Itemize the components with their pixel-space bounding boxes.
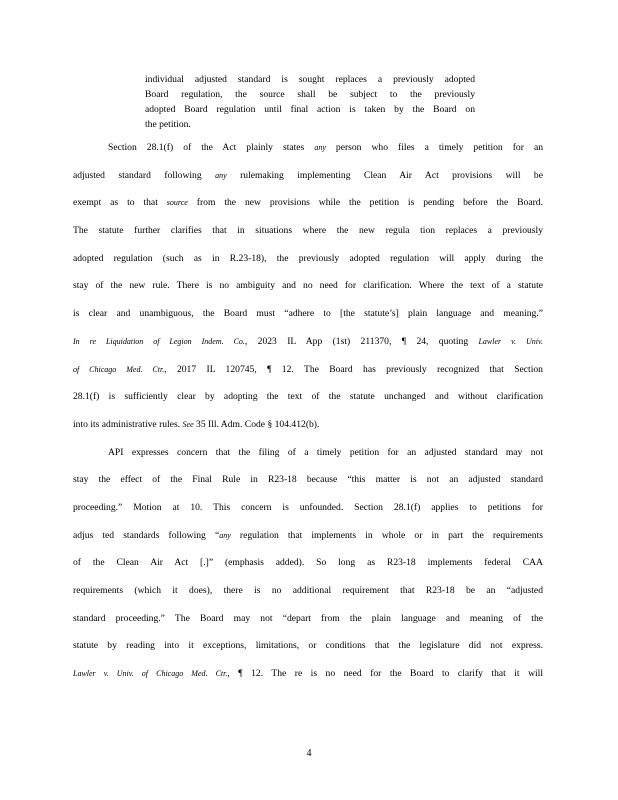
paragraph-line: exempt as to that source from the new provisions while the petition is pending before the Board. — [73, 197, 544, 209]
paragraph-line: standard proceeding.” The Board may not “depart from the plain language and meaning of the — [73, 612, 543, 624]
quote-line: adopted Board regulation until final action is taken by the Board on — [145, 104, 475, 115]
case-citation: Lawler v. Univ. of Chicago Med. Ctr. — [73, 669, 228, 679]
paragraph-line: adjusted standard following any rulemaking implementing Clean Air Act provisions will be — [73, 169, 543, 181]
paragraph-line: API expresses concern that the filing of a timely petition for an adjusted standard may not — [108, 446, 543, 458]
quote-line: the petition. — [145, 119, 191, 130]
case-citation: In re Liquidation of Legion Indem. Co. — [73, 336, 245, 346]
page-number: 4 — [306, 748, 312, 759]
case-citation: of Chicago Med. Ctr. — [73, 364, 165, 374]
paragraph-line: of Chicago Med. Ctr., 2017 IL 120745, ¶ 12. The Board has previously recognized that Section — [73, 363, 543, 375]
paragraph-line: 28.1(f) is sufficiently clear by adopting the text of the statute unchanged and without clarification — [73, 391, 543, 403]
paragraph-line: stay the effect of the Final Rule in R23-18 because “this matter is not an adjusted standard — [73, 474, 543, 486]
paragraph-line: The statute further clarifies that in situations where the new regula tion replaces a previously — [73, 225, 543, 237]
paragraph-line: Lawler v. Univ. of Chicago Med. Ctr., ¶ 12. The re is no need for the Board to clarify that it will — [73, 668, 543, 680]
paragraph-line: adopted regulation (such as in R.23-18), the previously adopted regulation will apply during the — [73, 252, 543, 264]
paragraph-line: stay of the new rule. There is no ambiguity and no need for clarification. Where the text of a statute — [73, 280, 543, 292]
quote-line: Board regulation, the source shall be subject to the previously — [145, 89, 475, 100]
paragraph-line: adjus ted standards following “any regulation that implements in whole or in part the requirements — [73, 529, 543, 541]
case-citation: Lawler v. Univ. — [478, 336, 543, 346]
body-text — [73, 140, 543, 694]
paragraph-line: requirements (which it does), there is no additional requirement that R23-18 be an “adjusted — [73, 585, 543, 596]
paragraph-line: statute by reading into it exceptions, limitations, or conditions that the legislature did not express. — [73, 640, 543, 652]
paragraph-line: into its administrative rules. See 35 Ill. Adm. Code § 104.412(b). — [73, 418, 320, 430]
quote-line: individual adjusted standard is sought replaces a previously adopted — [145, 74, 475, 85]
paragraph-line: Section 28.1(f) of the Act plainly states any person who files a timely petition for an — [108, 142, 543, 153]
paragraph-line: In re Liquidation of Legion Indem. Co., 2023 IL App (1st) 211370, ¶ 24, quoting Lawler v. Univ. — [73, 335, 543, 347]
paragraph-line: is clear and unambiguous, the Board must “adhere to [the statute’s] plain language and meaning.” — [73, 308, 543, 320]
block-quote — [145, 72, 475, 132]
paragraph-line: of the Clean Air Act [.]” (emphasis added). So long as R23-18 implements federal CAA — [73, 557, 543, 569]
paragraph-line: proceeding.” Motion at 10. This concern is unfounded. Section 28.1(f) applies to petitions for — [73, 501, 543, 513]
